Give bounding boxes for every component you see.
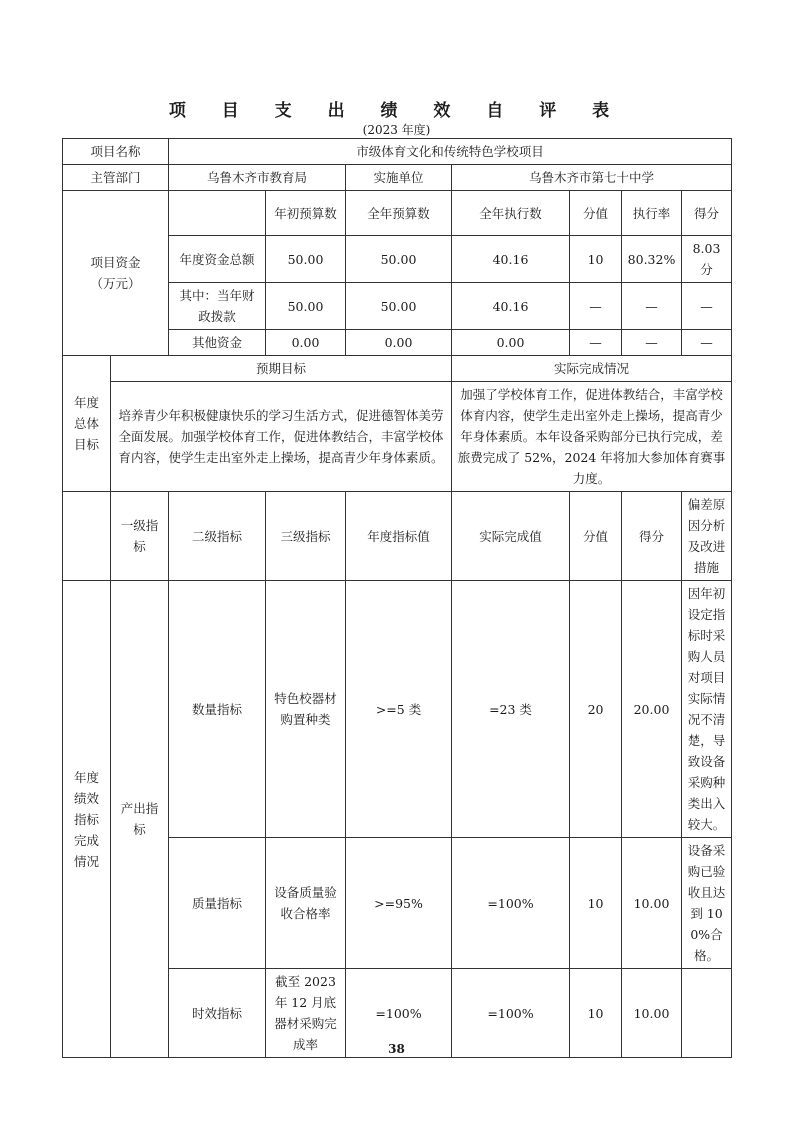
dept-value: 乌鲁木齐市教育局 bbox=[169, 165, 346, 191]
dept-label: 主管部门 bbox=[63, 165, 169, 191]
funds-cell: 40.16 bbox=[452, 283, 570, 330]
funds-cell: 0.00 bbox=[452, 330, 570, 356]
project-name-value: 市级体育文化和传统特色学校项目 bbox=[169, 139, 732, 165]
score-value: 10 bbox=[570, 969, 622, 1058]
level3-indicator: 特色校器材购置种类 bbox=[266, 581, 346, 838]
score: 20.00 bbox=[622, 581, 682, 838]
impl-value: 乌鲁木齐市第七十中学 bbox=[452, 165, 732, 191]
project-name-label: 项目名称 bbox=[63, 139, 169, 165]
indicator-header: 三级指标 bbox=[266, 492, 346, 581]
level3-indicator: 设备质量验收合格率 bbox=[266, 838, 346, 969]
actual-goal-text: 加强了学校体育工作，促进体教结合，丰富学校体育内容，使学生走出室外走上操场，提高青少年身体素质。本年设备采购部分已执行完成，差旅费完成了 52%，2024 年将加大参加体育赛事力度。 bbox=[452, 382, 732, 492]
level3-indicator: 截至 2023 年 12 月底器材采购完成率 bbox=[266, 969, 346, 1058]
funds-cell: — bbox=[570, 283, 622, 330]
expected-goal-header: 预期目标 bbox=[111, 356, 452, 382]
funds-cell: — bbox=[622, 283, 682, 330]
page-subtitle: (2023 年度) bbox=[362, 123, 431, 137]
actual-value: =100% bbox=[452, 969, 570, 1058]
expected-goal-text: 培养青少年积极健康快乐的学习生活方式，促进德智体美劳全面发展。加强学校体育工作，促进体教结合，丰富学校体育内容，使学生走出室外走上操场，提高青少年身体素质。 bbox=[111, 382, 452, 492]
indicators-section-label: 年度绩效指标完成情况 bbox=[63, 581, 111, 1058]
score-value: 20 bbox=[570, 581, 622, 838]
funds-header: 全年执行数 bbox=[452, 191, 570, 236]
target-value: >=95% bbox=[346, 838, 452, 969]
funds-cell: 50.00 bbox=[266, 283, 346, 330]
target-value: >=5 类 bbox=[346, 581, 452, 838]
funds-cell: 50.00 bbox=[266, 236, 346, 283]
funds-cell: 8.03 分 bbox=[682, 236, 732, 283]
funds-cell: — bbox=[682, 283, 732, 330]
level2-indicator: 质量指标 bbox=[169, 838, 266, 969]
funds-header: 执行率 bbox=[622, 191, 682, 236]
funds-cell: 40.16 bbox=[452, 236, 570, 283]
funds-cell: 0.00 bbox=[346, 330, 452, 356]
evaluation-table bbox=[62, 138, 732, 1058]
funds-header: 年初预算数 bbox=[266, 191, 346, 236]
indicator-header: 得分 bbox=[622, 492, 682, 581]
level2-indicator: 数量指标 bbox=[169, 581, 266, 838]
indicator-header: 偏差原因分析及改进措施 bbox=[682, 492, 732, 581]
funds-cell: — bbox=[622, 330, 682, 356]
impl-label: 实施单位 bbox=[346, 165, 452, 191]
funds-label: 项目资金 （万元） bbox=[63, 191, 169, 356]
actual-goal-header: 实际完成情况 bbox=[452, 356, 732, 382]
funds-header: 分值 bbox=[570, 191, 622, 236]
indicator-header: 一级指标 bbox=[111, 492, 169, 581]
funds-cell: 50.00 bbox=[346, 236, 452, 283]
score: 10.00 bbox=[622, 969, 682, 1058]
indicator-header: 二级指标 bbox=[169, 492, 266, 581]
funds-row-label: 其他资金 bbox=[169, 330, 266, 356]
page-title: 项 目 支 出 绩 效 自 评 表 bbox=[168, 101, 625, 121]
funds-row-label: 其中：当年财政拨款 bbox=[169, 283, 266, 330]
funds-cell: — bbox=[682, 330, 732, 356]
funds-cell: 50.00 bbox=[346, 283, 452, 330]
deviation-note: 因年初设定指标时采购人员对项目实际情况不清楚，导致设备采购种类出入较大。 bbox=[682, 581, 732, 838]
indicator-header: 实际完成值 bbox=[452, 492, 570, 581]
funds-cell: 80.32% bbox=[622, 236, 682, 283]
page-number: 38 bbox=[388, 1042, 405, 1056]
score: 10.00 bbox=[622, 838, 682, 969]
funds-cell: — bbox=[570, 330, 622, 356]
indicator-header: 分值 bbox=[570, 492, 622, 581]
deviation-note: 设备采购已验收且达到 100%合格。 bbox=[682, 838, 732, 969]
actual-value: =100% bbox=[452, 838, 570, 969]
level2-indicator: 时效指标 bbox=[169, 969, 266, 1058]
level1-indicator: 产出指标 bbox=[111, 581, 169, 1058]
goals-label: 年度总体目标 bbox=[63, 356, 111, 492]
funds-cell: 10 bbox=[570, 236, 622, 283]
funds-header: 全年预算数 bbox=[346, 191, 452, 236]
actual-value: =23 类 bbox=[452, 581, 570, 838]
funds-header: 得分 bbox=[682, 191, 732, 236]
funds-header-blank bbox=[169, 191, 266, 236]
funds-cell: 0.00 bbox=[266, 330, 346, 356]
indicator-header-blank bbox=[63, 492, 111, 581]
funds-row-label: 年度资金总额 bbox=[169, 236, 266, 283]
score-value: 10 bbox=[570, 838, 622, 969]
indicator-header: 年度指标值 bbox=[346, 492, 452, 581]
target-value: =100% bbox=[346, 969, 452, 1058]
